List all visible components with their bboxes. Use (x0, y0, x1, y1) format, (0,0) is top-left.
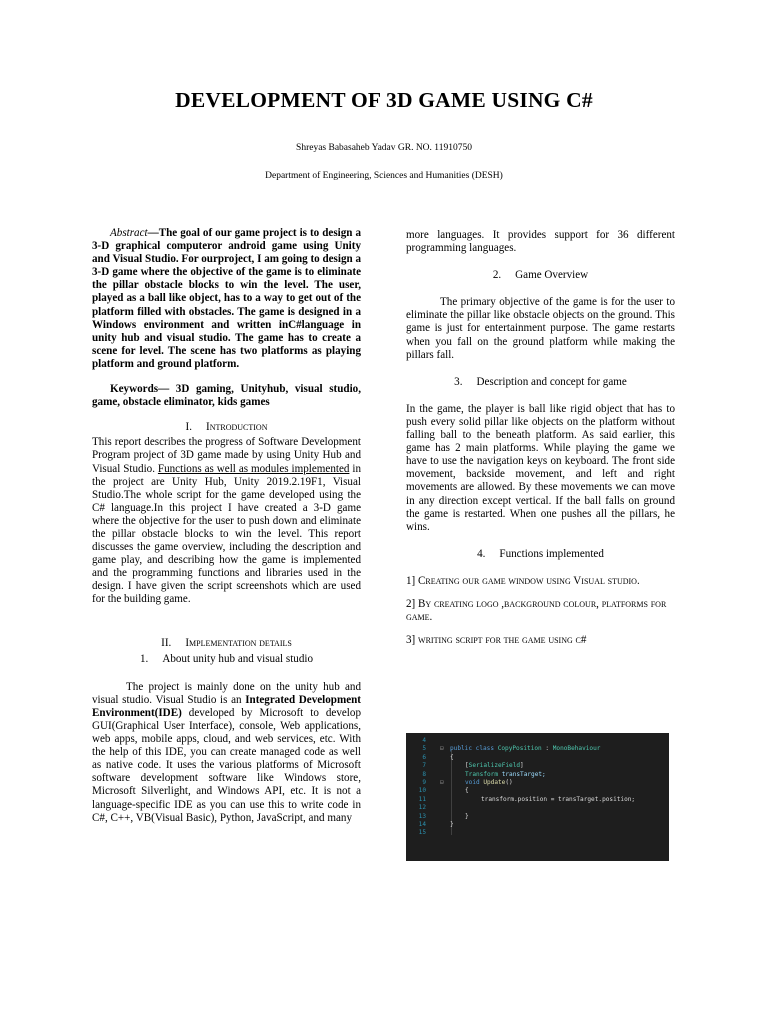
impl-bold-text: Integrated Development Environment(IDE) (92, 693, 361, 719)
code-text: } (450, 820, 454, 828)
code-field: transTarget; (498, 770, 546, 778)
code-text: } (465, 812, 469, 820)
abstract (92, 227, 361, 371)
section-heading-description (406, 376, 675, 389)
line-number: 7 (422, 762, 426, 770)
line-number: 9 (422, 778, 426, 786)
overview-paragraph: The primary objective of the game is for the user to eliminate the pillar like obstacle objects on the ground. This game is just for entertainment purpose. The game restarts when you fall on the ground platform while making the pillars fall. (406, 296, 675, 361)
code-type: CopyPosition (497, 745, 542, 753)
subsection-number: 1. (139, 652, 149, 665)
abstract-label: Abstract (110, 227, 148, 239)
introduction-paragraph (92, 436, 361, 606)
code-line (406, 737, 669, 745)
section-number: II. (161, 636, 172, 649)
code-text (465, 771, 546, 779)
fold-icon: ⊟ (440, 745, 444, 753)
implementation-continuation: more languages. It provides support for 36 different programming languages. (406, 229, 675, 255)
section-heading-overview (406, 269, 675, 282)
intro-underlined-text: Functions as well as modules implemented (157, 462, 350, 475)
code-text (465, 762, 524, 770)
function-item: 1] Creating our game window using Visual studio. (406, 574, 640, 587)
code-line (406, 771, 669, 779)
code-line (406, 745, 669, 753)
code-line (406, 754, 669, 762)
code-punct: : (541, 745, 553, 753)
intro-text-b: in the project are Unity Hub, Unity 2019.2.19F1, Visual Studio.The whole script for the game developed using the C# language.In this project I have created a 3-D game where the objective for the user to push down and eliminate the pillar obstacle blocks to win the level. This report discusses the game overview, including the description and game play, and describing how the game is implemented and the programming functions and libraries used in the design. I have given the script screenshots which are used for the building game. (92, 462, 361, 606)
line-number: 4 (422, 737, 426, 744)
code-screenshot (406, 733, 669, 861)
right-column (406, 229, 675, 647)
code-text (450, 745, 600, 753)
code-text (465, 779, 513, 787)
section-heading-implementation (92, 637, 361, 650)
code-text: transform.position = transTarget.position; (481, 795, 636, 803)
keywords: Keywords— 3D gaming, Unityhub, visual studio, game, obstacle eliminator, kids games (92, 383, 361, 409)
section-number: 3. (454, 375, 463, 388)
code-line (406, 804, 669, 812)
section-title: Implementation details (185, 636, 292, 649)
code-method: Update (483, 778, 506, 786)
section-heading-functions (406, 548, 675, 561)
code-keyword: void (465, 778, 484, 786)
line-number: 8 (422, 770, 426, 778)
section-title: Functions implemented (499, 547, 604, 560)
code-line (406, 796, 669, 804)
line-number: 12 (418, 804, 426, 812)
code-text: { (465, 787, 469, 795)
function-item: 2] By creating logo ,background colour, platforms for game. (406, 597, 667, 624)
department-line: Department of Engineering, Sciences and Humanities (DESH) (265, 171, 503, 181)
author-line: Shreyas Babasaheb Yadav GR. NO. 11910750 (296, 143, 472, 153)
subsection-title: About unity hub and visual studio (162, 652, 313, 665)
impl-text-b: developed by Microsoft to develop GUI(Graphical User Interface), console, Web applications, web apps, mobile apps, cloud, and web services, etc. With the help of this IDE, you can create managed code as well as native code. It uses the various platforms of Microsoft software development software like Windows store, Microsoft Silverlight, and Windows API, etc. It is not a language-specific IDE as you can use this to write code in C#, C++, VB(Visual Basic), Python, JavaScript, and many (92, 706, 361, 824)
code-punct: () (505, 778, 513, 786)
subsection-heading-unity (92, 653, 361, 666)
line-number: 15 (418, 829, 426, 837)
implementation-paragraph (92, 681, 361, 825)
intro-text-a: This report describes the progress of Software Development Program project of 3D game made by using Unity Hub and Visual Studio. (92, 436, 361, 475)
line-number: 10 (418, 787, 426, 795)
section-title: Description and concept for game (476, 375, 627, 388)
impl-text-a: The project is mainly done on the unity hub and visual studio. Visual Studio is an (92, 680, 361, 706)
code-line (406, 762, 669, 770)
code-line (406, 829, 669, 837)
code-type: Transform (465, 770, 499, 778)
code-line (406, 813, 669, 821)
code-type: MonoBehaviour (552, 745, 601, 753)
section-number: I. (185, 421, 192, 434)
section-number: 2. (492, 269, 502, 282)
line-number: 13 (418, 812, 426, 820)
section-heading-introduction (92, 421, 361, 434)
fold-icon: ⊟ (440, 778, 444, 786)
section-title: Introduction (206, 421, 268, 434)
code-punct: [ (465, 762, 469, 770)
code-line (406, 821, 669, 829)
abstract-text: —The goal of our game project is to design a 3-D graphical computeror android game using Unity and Visual Studio. For ourproject, I am going to design a 3-D game where the objective of the game is to eliminate the pillar obstacle blocks to win the level. The user, played as a ball like object, has to a way to get out of the platform filled with obstacles. The game is designed in a Windows environment and written inC#language in unity hub and visual studio. The game has to create a scene for level. The scene has two platforms as playing platform and ground platform. (92, 227, 361, 370)
description-paragraph: In the game, the player is ball like rigid object that has to push every solid pillar like objects on the platform without falling ball to the beneath platform. As said earlier, this game has 2 main platforms. While playing the game we have to use the navigation keys on keyboard. The front side movement, backside movement, and left and right movements are allowed. By these movements we can move in any direction except vertical. If the ball falls on ground the game is restarted. When one pushes all the pillars, he wins. (406, 402, 675, 533)
section-title: Game Overview (515, 269, 589, 282)
code-line (406, 779, 669, 787)
line-number: 6 (422, 753, 426, 761)
paper-title: DEVELOPMENT OF 3D GAME USING C# (175, 88, 593, 112)
line-number: 5 (422, 745, 426, 753)
code-line (406, 787, 669, 795)
line-number: 14 (418, 820, 426, 828)
code-text: { (450, 753, 454, 761)
function-item: 3] writing script for the game using c# (406, 634, 587, 647)
line-number: 11 (418, 795, 426, 803)
section-number: 4. (477, 547, 486, 560)
code-punct: ] (520, 762, 524, 770)
code-keyword: public class (450, 745, 498, 753)
code-attribute: SerializeField (468, 762, 521, 770)
left-column (92, 227, 361, 825)
